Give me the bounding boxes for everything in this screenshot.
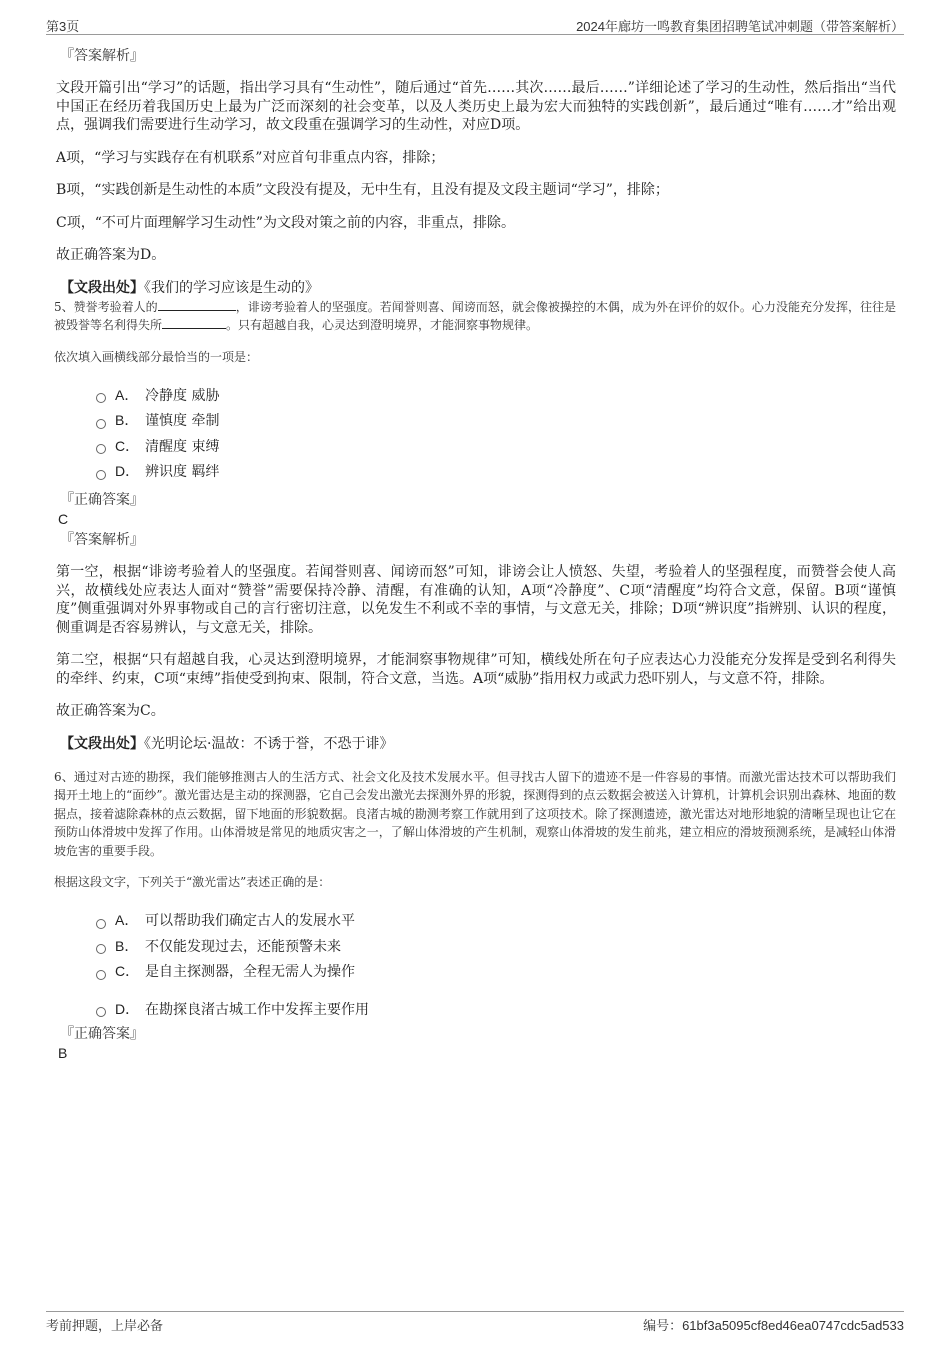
q4-analysis-p1: 文段开篇引出“学习”的话题，指出学习具有“生动性”，随后通过“首先……其次……最后……”详细论述了学习的生动性，然后指出“当代中国正在经历着我国历史上最为广泛而深刻的社会变革，以及人类历史上最为宏大而独特的实践创新”，最后通过“唯有……才”给出观点，强调我们需要进行生动学习，故文段重在强调学习的生动性，对应D项。 [56, 80, 896, 133]
q5-source [60, 734, 896, 754]
q6-prompt: 根据这段文字，下列关于“激光雷达”表述正确的是： [54, 875, 331, 889]
q5-option-a[interactable]: A． 冷静度 威胁 [96, 382, 896, 408]
q5-conclusion: 故正确答案为C。 [56, 703, 165, 719]
q6-answer-label: 『正确答案』 [60, 1025, 144, 1042]
radio-button[interactable] [96, 944, 106, 954]
page-content [56, 46, 896, 1062]
q6-option-d[interactable]: D． 在勘探良渚古城工作中发挥主要作用 [96, 996, 896, 1022]
radio-button[interactable] [96, 419, 106, 429]
q5-analysis-p2: 第二空，根据“只有超越自我，心灵达到澄明境界，才能洞察事物规律”可知，横线处所在句子应表达心力没能充分发挥是受到名利得失的牵绊、约束，C项“束缚”指使受到拘束、限制，符合文意，当选。A项“威胁”指用权力或武力恐吓别人，与文意不符，排除。 [56, 652, 896, 687]
q5-stem: 5、赞誉考验着人的 ，诽谤考验着人的坚强度。若闻誉则喜、闻谤而怒，就会像被操控的木偶，成为外在评价的奴仆。心力没能充分发挥，往往是被毁誉等名利得失所 。只有超越自我，心灵达到澄明境界，才能洞察事物规律。 [54, 299, 896, 332]
q5-option-b[interactable]: B． 谨慎度 牵制 [96, 408, 896, 434]
q6-answer: B [58, 1044, 68, 1061]
q4-analysis-label: 『答案解析』 [60, 48, 144, 64]
q5-option-d[interactable]: D． 辨识度 羁绊 [96, 459, 896, 485]
page-header [46, 14, 904, 35]
radio-button[interactable] [96, 393, 106, 403]
q5-source-label: 【文段出处】 [60, 735, 144, 752]
q4-source-label: 【文段出处】 [60, 279, 144, 296]
radio-button[interactable] [96, 970, 106, 980]
page-number: 第3页 [46, 19, 80, 34]
document-title: 2024年廊坊一鸣教育集团招聘笔试冲刺题（带答案解析） [576, 19, 904, 34]
q5-answer-label: 『正确答案』 [60, 492, 144, 508]
q5-option-c[interactable]: C． 清醒度 束缚 [96, 433, 896, 459]
q5-blank-2 [162, 316, 226, 329]
q5-analysis-label: 『答案解析』 [60, 532, 144, 548]
q4-conclusion: 故正确答案为D。 [56, 247, 166, 263]
radio-button[interactable] [96, 919, 106, 929]
q6-option-a[interactable]: A． 可以帮助我们确定古人的发展水平 [96, 908, 896, 934]
q5-source-text: 《光明论坛·温故：不诱于誉，不恐于诽》 [144, 735, 394, 752]
q5-answer: C [58, 511, 69, 527]
q6-option-b[interactable]: B． 不仅能发现过去，还能预警未来 [96, 933, 896, 959]
page-footer [46, 1311, 904, 1332]
q5-prompt: 依次填入画横线部分最恰当的一项是： [54, 349, 259, 364]
q5-blank-1 [158, 298, 236, 311]
q4-source [60, 278, 896, 298]
footer-slogan: 考前押题，上岸必备 [46, 1318, 164, 1333]
radio-button[interactable] [96, 444, 106, 454]
q4-analysis-p4: C项，“不可片面理解学习生动性”为文段对策之前的内容，非重点，排除。 [56, 214, 516, 231]
radio-button[interactable] [96, 1007, 106, 1017]
q6-options [96, 908, 896, 1022]
q5-analysis-p1: 第一空，根据“诽谤考验着人的坚强度。若闻誉则喜、闻谤而怒”可知，诽谤会让人愤怒、失望，考验着人的坚强程度，而赞誉会使人高兴，故横线处应表达人面对“赞誉”需要保持冷静、清醒，有准确的认知，A项“冷静度”、C项“清醒度”均符合文意，保留。B项“谨慎度”侧重强调对外界事物或自己的言行密切注意，以免发生不利或不幸的事情，与文意无关，排除；D项“辨识度”指辨别、认识的程度，侧重调是否容易辨认，与文意无关，排除。 [56, 564, 896, 636]
q4-source-text: 《我们的学习应该是生动的》 [144, 279, 319, 296]
q4-analysis-p2: A项，“学习与实践存在有机联系”对应首句非重点内容，排除； [56, 149, 445, 166]
q5-options [96, 382, 896, 484]
q4-analysis-p3: B项，“实践创新是生动性的本质”文段没有提及，无中生有，且没有提及文段主题词“学习”，排除； [56, 182, 669, 198]
footer-code: 编号：61bf3a5095cf8ed46ea0747cdc5ad533 [643, 1318, 904, 1333]
q6-stem: 6、通过对古迹的勘探，我们能够推测古人的生活方式、社会文化及技术发展水平。但寻找古人留下的遗迹不是一件容易的事情。而激光雷达技术可以帮助我们揭开土地上的“面纱”。激光雷达是主动的探测器，它自己会发出激光去探测外界的形貌，探测得到的点云数据会被送入计算机，计算机会识别出森林、地面的数据点，接着滤除森林的点云数据，留下地面的形貌数据。良渚古城的勘测考察工作就用到了这项技术。除了探测遗迹，激光雷达对地形地貌的清晰呈现也让它在预防山体滑坡中发挥了作用。山体滑坡是常见的地质灾害之一，了解山体滑坡的产生机制，观察山体滑坡的发生前兆，建立相应的滑坡预测系统，是减轻山体滑坡危害的重要手段。 [54, 769, 896, 858]
q6-option-c[interactable]: C． 是自主探测器，全程无需人为操作 [96, 959, 896, 985]
radio-button[interactable] [96, 470, 106, 480]
